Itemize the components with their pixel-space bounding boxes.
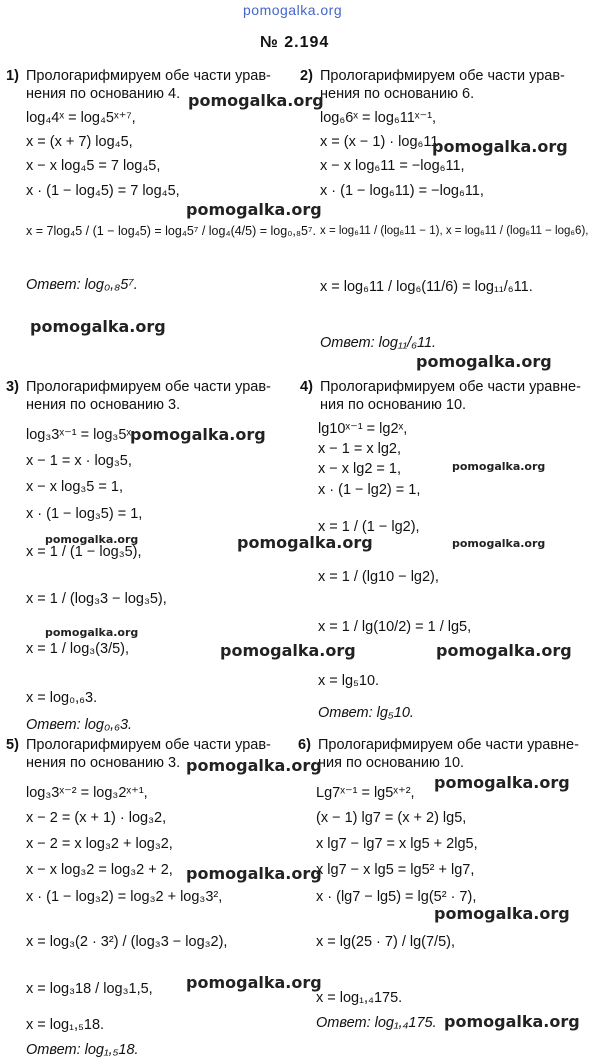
solution-line: x = (x − 1) · log₆11, xyxy=(320,134,443,150)
solution-line: log₃3ˣ⁻¹ = log₃5ˣ, xyxy=(26,427,136,443)
watermark: pomogalka.org xyxy=(220,641,356,660)
solution-line: Прологарифмируем обе части уравне- xyxy=(320,379,581,395)
solution-line: lg10ˣ⁻¹ = lg2ˣ, xyxy=(318,421,408,437)
answer-line: Ответ: lg₅10. xyxy=(318,705,414,721)
solution-line: ния по основанию 10. xyxy=(320,397,467,413)
solution-line: Прологарифмируем обе части урав- xyxy=(26,379,271,395)
solution-line: x − x log₃5 = 1, xyxy=(26,479,123,495)
solution-line: x − x log₆11 = −log₆11, xyxy=(320,158,465,174)
solution-line: x · (1 − log₃2) = log₃2 + log₃3², xyxy=(26,889,223,905)
answer-line: Ответ: log₁₁/₆11. xyxy=(320,335,437,351)
watermark: pomogalka.org xyxy=(416,352,552,371)
watermark: pomogalka.org xyxy=(452,537,546,550)
solution-label: 5) xyxy=(6,737,19,753)
solution-line: Lg7ˣ⁻¹ = lg5ˣ⁺², xyxy=(316,785,415,801)
solution-line: x · (1 − lg2) = 1, xyxy=(318,482,421,498)
solution-line: x = lg₅10. xyxy=(318,673,380,689)
answer-line: Ответ: log₀,₈5⁷. xyxy=(26,277,138,293)
answer-line: Ответ: log₀,₆3. xyxy=(26,717,133,733)
solution-line: log₄4ˣ = log₄5ˣ⁺⁷, xyxy=(26,110,136,126)
solution-line: нения по основанию 3. xyxy=(26,397,181,413)
solution-line: x = 1 / log₃(3/5), xyxy=(26,641,130,657)
solution-line: x = log₃(2 · 3²) / (log₃3 − log₃2), xyxy=(26,934,228,950)
solution-line: нения по основанию 6. xyxy=(320,86,475,102)
solution-line: x = log₁,₄175. xyxy=(316,990,403,1006)
watermark: pomogalka.org xyxy=(237,533,373,552)
solution-line: (x − 1) lg7 = (x + 2) lg5, xyxy=(316,810,467,826)
answer-line: Ответ: log₁,₅18. xyxy=(26,1042,139,1058)
solution-line: x = log₆11 / (log₆11 − 1), x = log₆11 / (log₆11 − log₆6), xyxy=(320,225,589,237)
solution-line: x = lg(25 · 7) / lg(7/5), xyxy=(316,934,456,950)
solution-line: x = 7log₄5 / (1 − log₄5) = log₄5⁷ / log₄(4/5) = log₀,₈5⁷. xyxy=(26,224,316,238)
solution-line: x − 1 = x · log₃5, xyxy=(26,453,132,469)
watermark: pomogalka.org xyxy=(30,317,166,336)
solution-line: x = log₀,₆3. xyxy=(26,690,98,706)
solution-line: x = 1 / (1 − lg2), xyxy=(318,519,420,535)
solution-line: x = log₁,₅18. xyxy=(26,1017,105,1033)
watermark: pomogalka.org xyxy=(188,91,324,110)
problem-number: № 2.194 xyxy=(260,34,330,51)
solution-label: 2) xyxy=(300,68,313,84)
solution-line: x = (x + 7) log₄5, xyxy=(26,134,133,150)
solution-line: x = log₃18 / log₃1,5, xyxy=(26,981,153,997)
solution-label: 6) xyxy=(298,737,311,753)
solution-label: 1) xyxy=(6,68,19,84)
watermark: pomogalka.org xyxy=(45,533,139,546)
watermark: pomogalka.org xyxy=(186,973,322,992)
watermark: pomogalka.org xyxy=(186,756,322,775)
site-header[interactable]: pomogalka.org xyxy=(243,2,343,18)
solution-label: 4) xyxy=(300,379,313,395)
solution-line: log₃3ˣ⁻² = log₃2ˣ⁺¹, xyxy=(26,785,148,801)
solution-line: x · (1 − log₄5) = 7 log₄5, xyxy=(26,183,180,199)
solution-line: x − x log₄5 = 7 log₄5, xyxy=(26,158,161,174)
solution-line: Прологарифмируем обе части урав- xyxy=(320,68,565,84)
watermark: pomogalka.org xyxy=(130,425,266,444)
solution-line: x = log₆11 / log₆(11/6) = log₁₁/₆11. xyxy=(320,279,533,295)
solution-line: x · (1 − log₆11) = −log₆11, xyxy=(320,183,484,199)
solution-line: x · (1 − log₃5) = 1, xyxy=(26,506,143,522)
solution-line: x − 2 = (x + 1) · log₃2, xyxy=(26,810,167,826)
watermark: pomogalka.org xyxy=(436,641,572,660)
solution-label: 3) xyxy=(6,379,19,395)
solution-line: x lg7 − x lg5 = lg5² + lg7, xyxy=(316,862,475,878)
solution-line: x − x lg2 = 1, xyxy=(318,461,402,477)
solution-line: x lg7 − lg7 = x lg5 + 2lg5, xyxy=(316,836,478,852)
watermark: pomogalka.org xyxy=(444,1012,580,1031)
solution-line: нения по основанию 4. xyxy=(26,86,181,102)
solution-line: x − x log₃2 = log₃2 + 2, xyxy=(26,862,173,878)
watermark: pomogalka.org xyxy=(434,773,570,792)
solution-line: нения по основанию 3. xyxy=(26,755,181,771)
solution-line: x = 1 / (log₃3 − log₃5), xyxy=(26,591,167,607)
solution-line: Прологарифмируем обе части урав- xyxy=(26,68,271,84)
solution-line: log₆6ˣ = log₆11ˣ⁻¹, xyxy=(320,110,437,126)
watermark: pomogalka.org xyxy=(186,200,322,219)
solution-line: x − 2 = x log₃2 + log₃2, xyxy=(26,836,173,852)
solution-line: x = 1 / (1 − log₃5), xyxy=(26,544,142,560)
watermark: pomogalka.org xyxy=(186,864,322,883)
watermark: pomogalka.org xyxy=(45,626,139,639)
solution-line: x − 1 = x lg2, xyxy=(318,441,402,457)
solution-line: x = 1 / lg(10/2) = 1 / lg5, xyxy=(318,619,472,635)
solution-line: x · (lg7 − lg5) = lg(5² · 7), xyxy=(316,889,477,905)
solution-line: x = 1 / (lg10 − lg2), xyxy=(318,569,439,585)
solution-line: Прологарифмируем обе части уравне- xyxy=(318,737,579,753)
watermark: pomogalka.org xyxy=(432,137,568,156)
answer-line: Ответ: log₁,₄175. xyxy=(316,1015,437,1031)
solution-line: Прологарифмируем обе части урав- xyxy=(26,737,271,753)
watermark: pomogalka.org xyxy=(452,460,546,473)
solution-line: ния по основанию 10. xyxy=(318,755,465,771)
watermark: pomogalka.org xyxy=(434,904,570,923)
